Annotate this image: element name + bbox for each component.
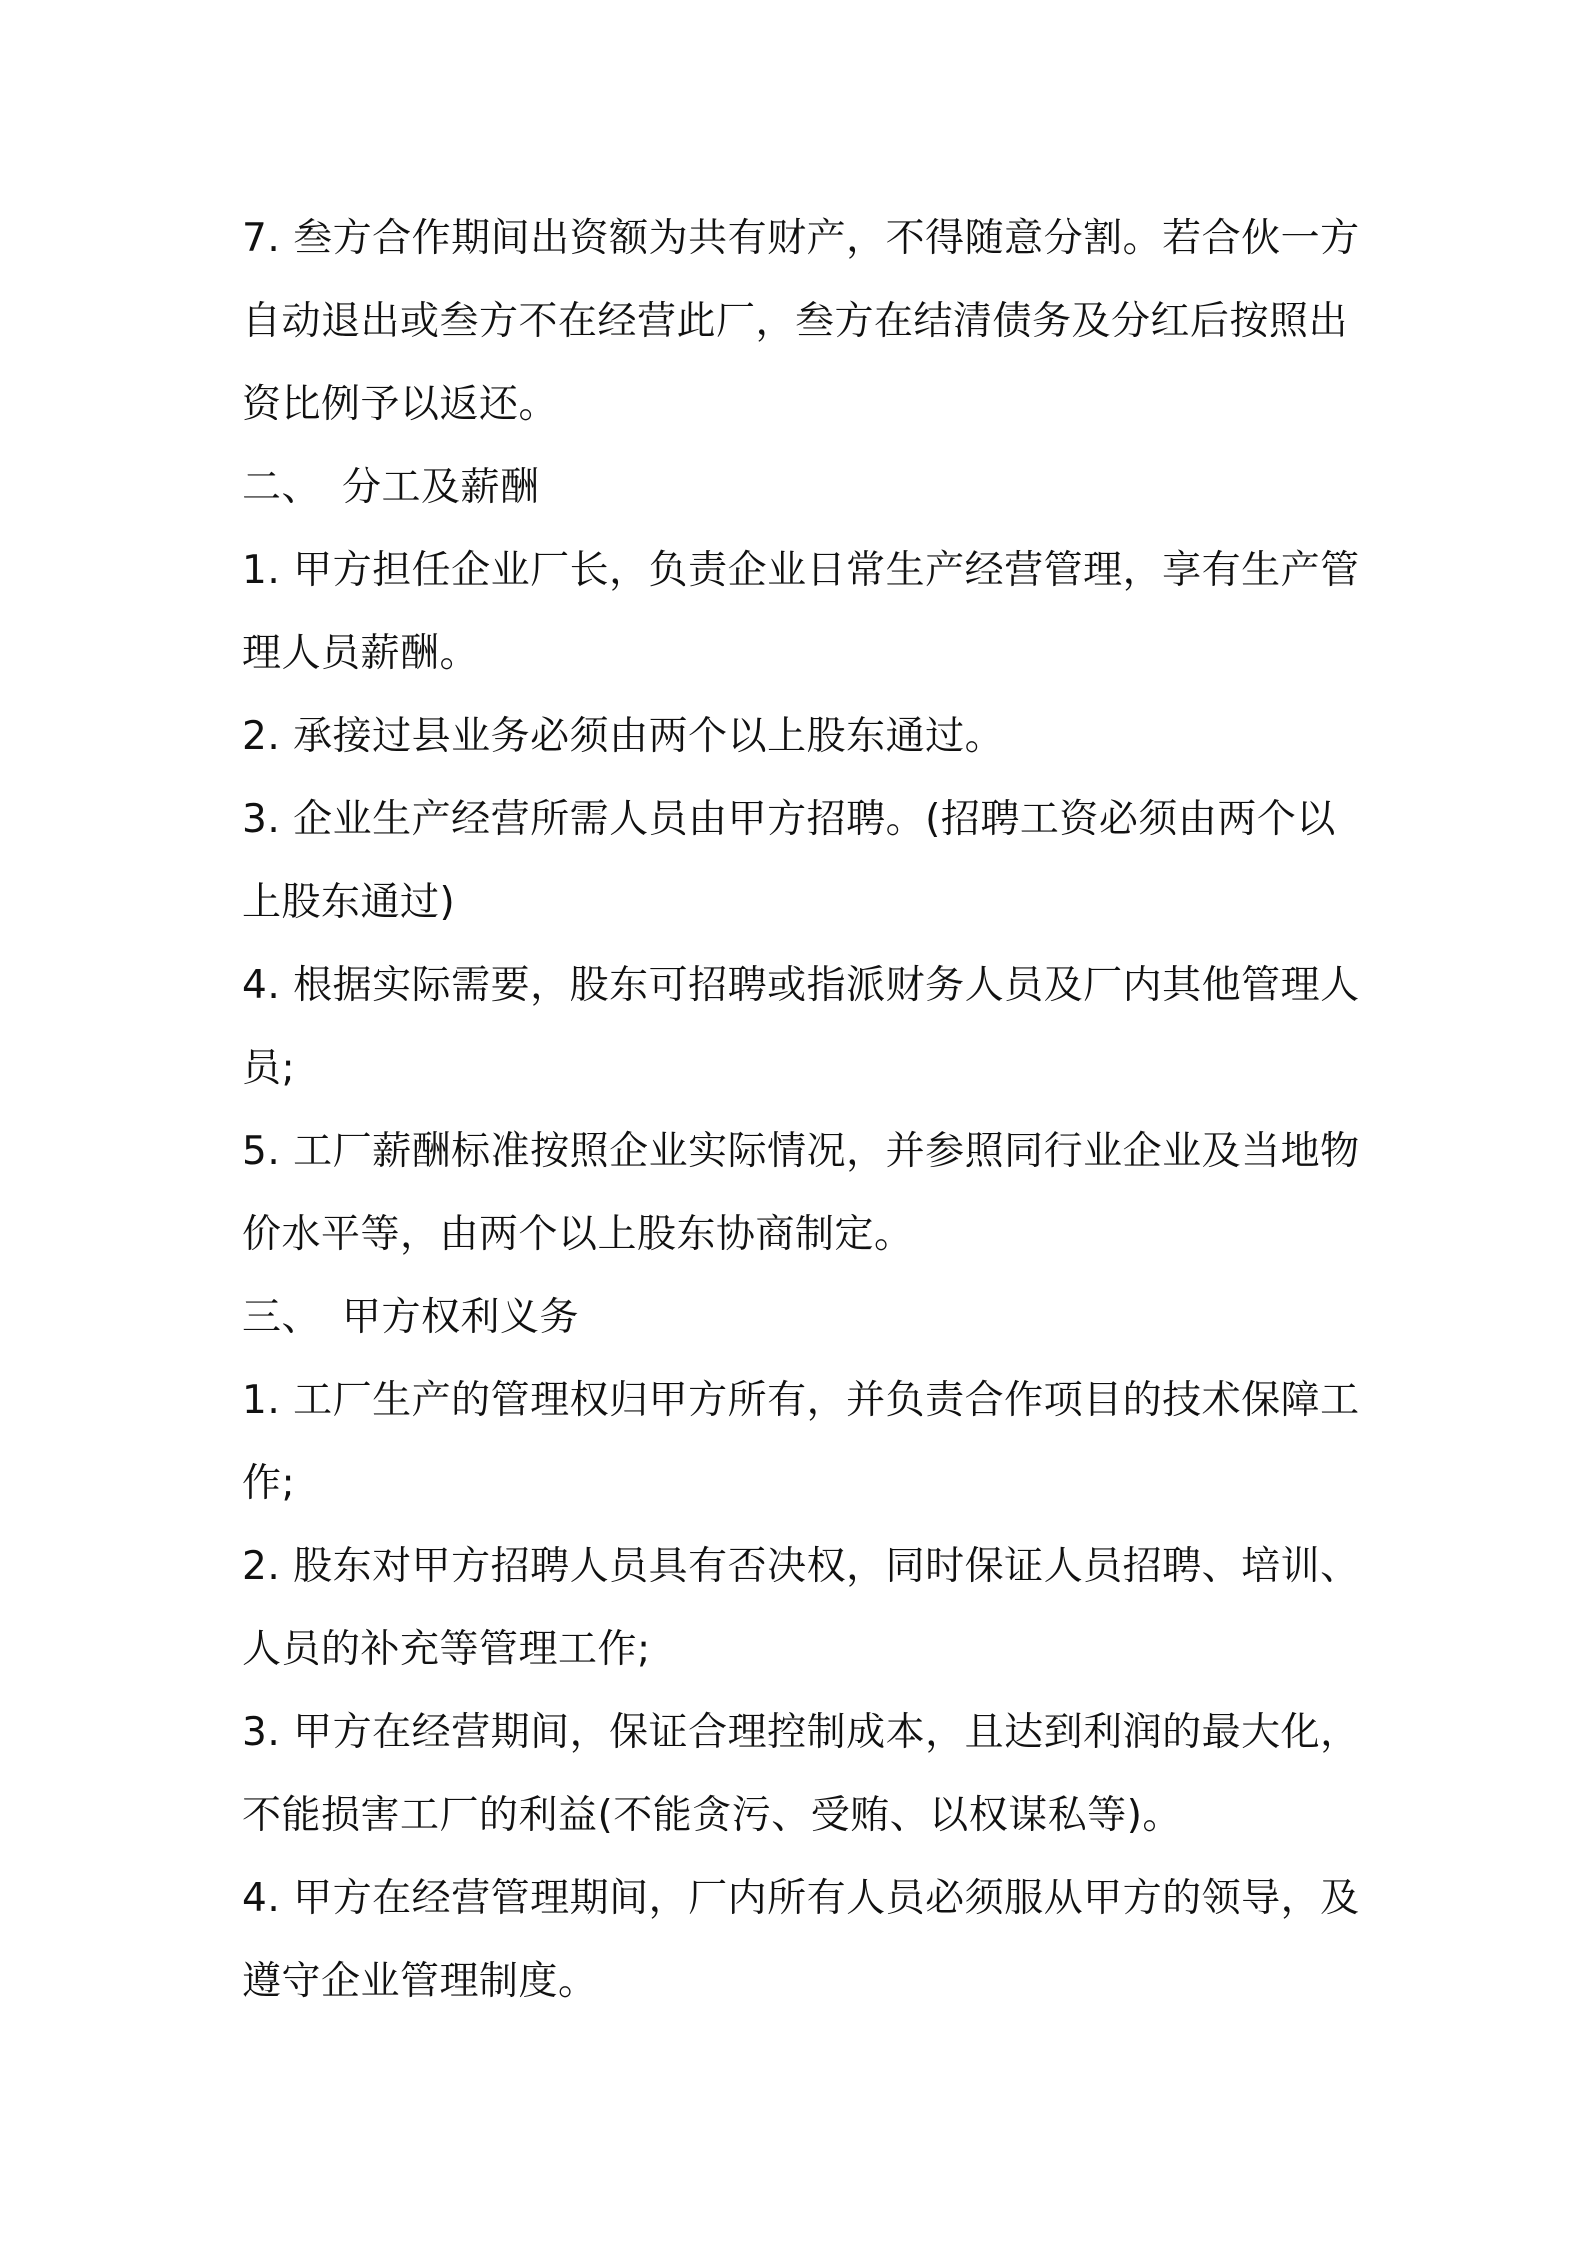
clause-3-1: 1. 工厂生产的管理权归甲方所有，并负责合作项目的技术保障工作;: [242, 1378, 1360, 1506]
document-body: [242, 197, 1362, 2023]
clause-3-3: 3. 甲方在经营期间，保证合理控制成本，且达到利润的最大化，不能损害工厂的利益(不能贪污、受贿、以权谋私等)。: [242, 1710, 1360, 1838]
section-title: 甲方权利义务: [342, 1295, 580, 1340]
clause-3-4: 4. 甲方在经营管理期间，厂内所有人员必须服从甲方的领导，及遵守企业管理制度。: [242, 1876, 1360, 2004]
clause-3-2: 2. 股东对甲方招聘人员具有否决权，同时保证人员招聘、培训、人员的补充等管理工作;: [242, 1544, 1360, 1672]
clause-2-4: 4. 根据实际需要，股东可招聘或指派财务人员及厂内其他管理人员;: [242, 963, 1360, 1091]
section-number: 三、: [242, 1295, 322, 1340]
clause-2-1: 1. 甲方担任企业厂长，负责企业日常生产经营管理，享有生产管理人员薪酬。: [242, 548, 1360, 676]
clause-2-5: 5. 工厂薪酬标准按照企业实际情况，并参照同行业企业及当地物价水平等，由两个以上股东协商制定。: [242, 1129, 1360, 1257]
section-heading-3: [242, 1276, 1362, 1359]
clause-7: 7. 叁方合作期间出资额为共有财产，不得随意分割。若合伙一方自动退出或叁方不在经营此厂，叁方在结清债务及分红后按照出资比例予以返还。: [242, 216, 1360, 427]
section-title: 分工及薪酬: [342, 465, 540, 510]
clause-2-2: 2. 承接过县业务必须由两个以上股东通过。: [242, 714, 1005, 759]
section-heading-2: [242, 446, 1362, 529]
section-number: 二、: [242, 465, 322, 510]
clause-2-3: 3. 企业生产经营所需人员由甲方招聘。(招聘工资必须由两个以上股东通过): [242, 797, 1336, 925]
